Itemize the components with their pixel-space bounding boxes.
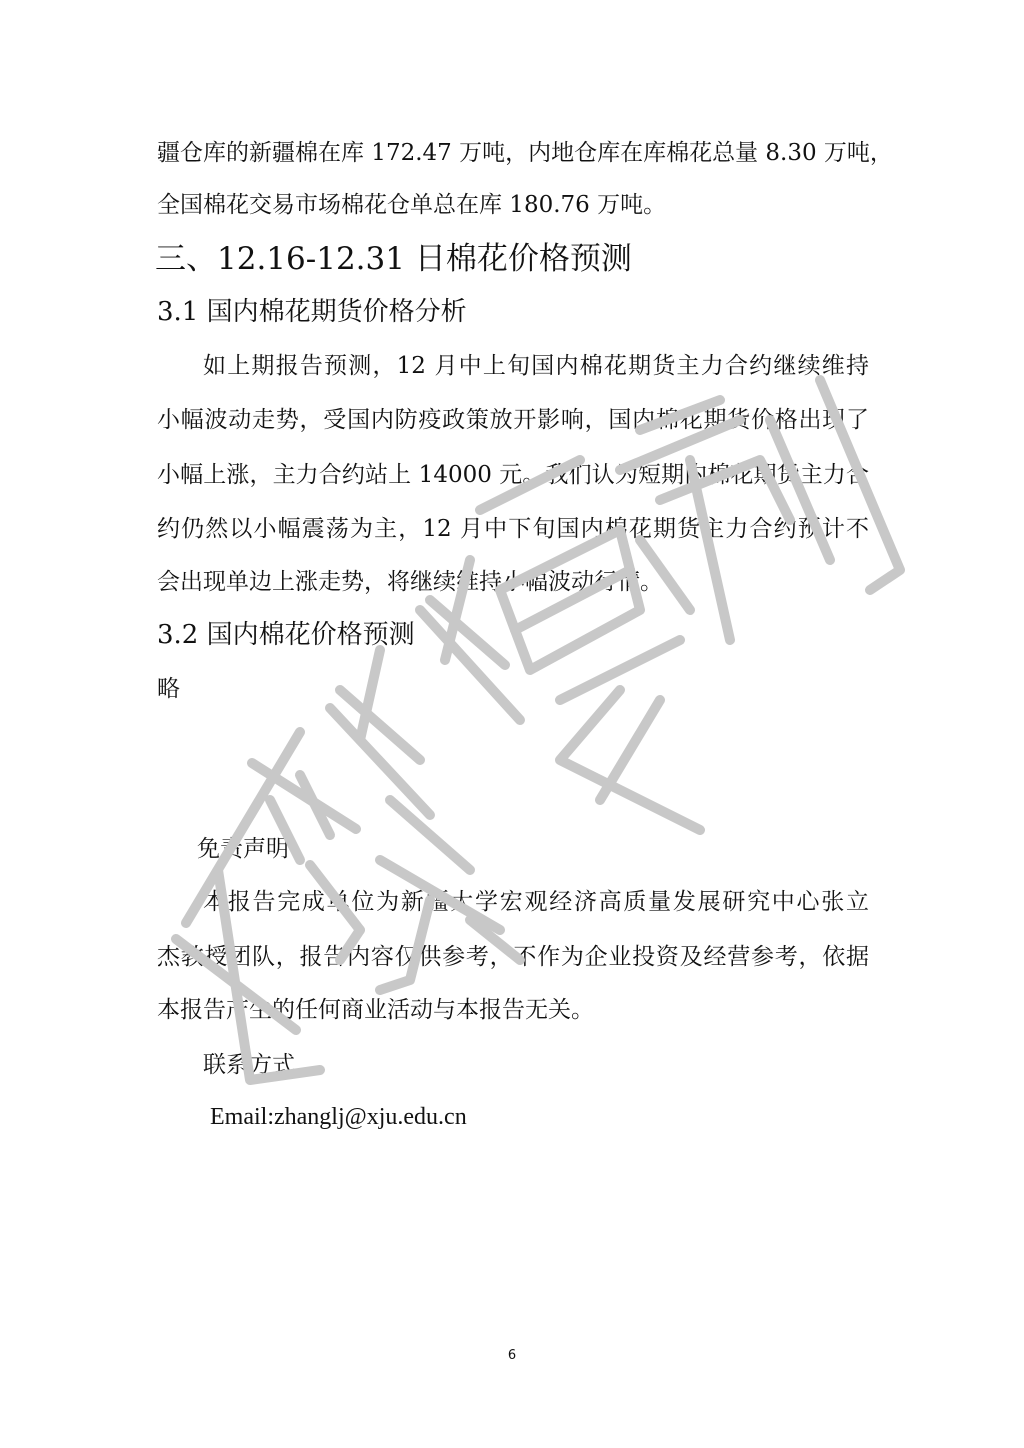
- section-3-1-line-5: 会出现单边上涨走势，将继续维持小幅波动行情。: [157, 569, 663, 595]
- disclaimer-line-3: 本报告产生的任何商业活动与本报告无关。: [157, 997, 594, 1023]
- section-3-1-line-1: 如上期报告预测，12 月中上旬国内棉花期货主力合约继续维持: [203, 353, 869, 379]
- paragraph-1-line-1: 疆仓库的新疆棉在库 172.47 万吨，内地仓库在库棉花总量 8.30 万吨，: [157, 140, 893, 166]
- page-number: 6: [507, 1348, 517, 1363]
- section-3-1-line-2: 小幅波动走势，受国内防疫政策放开影响，国内棉花期货价格出现了: [157, 407, 869, 433]
- disclaimer-heading: 免责声明: [197, 836, 289, 862]
- section-3-1-heading: 3.1 国内棉花期货价格分析: [157, 297, 467, 327]
- paragraph-1-line-2: 全国棉花交易市场棉花仓单总在库 180.76 万吨。: [157, 192, 667, 218]
- section-3-1-line-4: 约仍然以小幅震荡为主，12 月中下旬国内棉花期货主力合约预计不: [157, 516, 869, 542]
- contact-email[interactable]: Email:zhanglj@xju.edu.cn: [210, 1104, 467, 1130]
- section-3-heading: 三、12.16-12.31 日棉花价格预测: [155, 241, 632, 277]
- disclaimer-line-2: 杰教授团队，报告内容仅供参考，不作为企业投资及经营参考，依据: [157, 944, 869, 970]
- section-3-1-line-3: 小幅上涨，主力合约站上 14000 元。我们认为短期内棉花期货主力合: [157, 462, 869, 488]
- contact-heading: 联系方式: [203, 1052, 295, 1078]
- section-3-2-heading: 3.2 国内棉花价格预测: [157, 620, 415, 650]
- disclaimer-line-1: 本报告完成单位为新疆大学宏观经济高质量发展研究中心张立: [203, 889, 869, 915]
- section-3-2-body: 略: [157, 676, 180, 702]
